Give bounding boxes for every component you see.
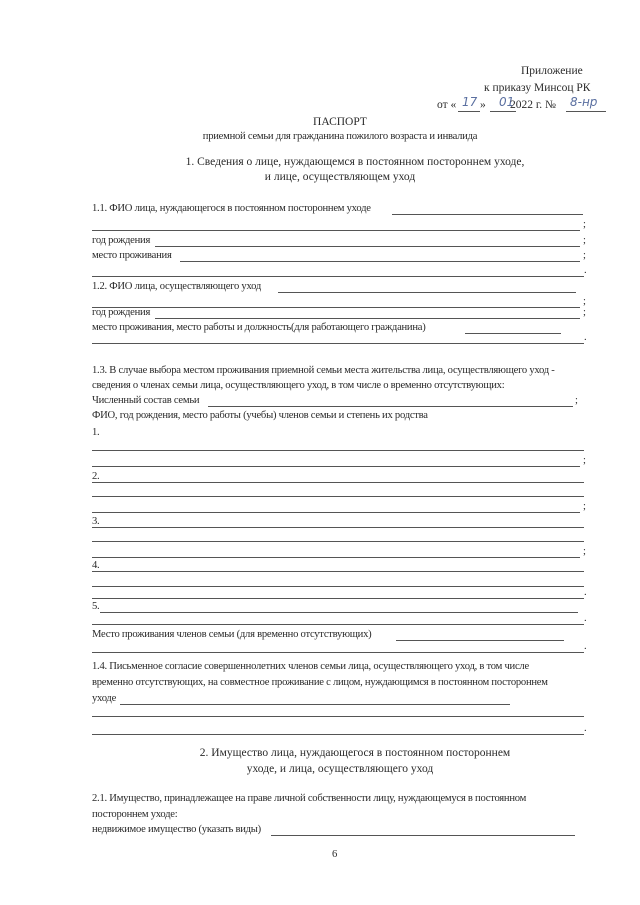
birth-year-label-2: год рождения — [92, 307, 151, 318]
fill-in-line — [155, 246, 580, 247]
fill-in-line — [92, 496, 584, 497]
fill-in-line — [92, 716, 584, 717]
line-end-punctuation: ; — [583, 235, 586, 246]
fill-in-line — [92, 624, 584, 625]
fill-in-line — [92, 598, 584, 599]
fill-in-line — [92, 734, 584, 735]
family-member-5-number: 5. — [92, 601, 100, 612]
family-member-3-number: 3. — [92, 516, 100, 527]
section2-heading-line1: 2. Имущество лица, нуждающегося в постоянном постороннем — [199, 747, 511, 759]
fill-in-line — [92, 482, 584, 483]
fill-in-line — [92, 527, 584, 528]
fill-in-line — [92, 557, 580, 558]
fill-in-line — [396, 640, 564, 641]
fill-in-line — [92, 571, 584, 572]
handwritten-number: 8-нр — [570, 95, 598, 109]
appendix-label: Приложение — [521, 65, 583, 77]
field-1-4-line1: 1.4. Письменное согласие совершеннолетних членов семьи лица, осуществляющего уход, в том числе — [92, 661, 529, 672]
fill-in-line — [92, 307, 580, 308]
line-end-punctuation: . — [584, 641, 587, 652]
field-1-2-label: 1.2. ФИО лица, осуществляющего уход — [92, 281, 262, 292]
line-end-punctuation: ; — [583, 296, 586, 307]
fill-in-line — [208, 406, 573, 407]
fill-in-line — [92, 586, 584, 587]
line-end-punctuation: . — [584, 587, 587, 598]
family-member-2-number: 2. — [92, 471, 100, 482]
fill-in-line — [100, 612, 578, 613]
fill-in-line — [92, 652, 584, 653]
field-1-4-line3: уходе — [92, 693, 117, 704]
line-end-punctuation: ; — [583, 250, 586, 261]
line-end-punctuation: . — [584, 332, 587, 343]
document-title: ПАСПОРТ — [313, 116, 367, 128]
residence-work-label: место проживания, место работы и должность(для работающего гражданина) — [92, 322, 426, 333]
line-end-punctuation: . — [584, 613, 587, 624]
field-1-3-line2: сведения о членах семьи лица, осуществляющего уход, в том числе о временно отсутствующих: — [92, 380, 505, 391]
fill-in-line — [271, 835, 575, 836]
fill-in-line — [566, 111, 606, 112]
fill-in-line — [278, 292, 576, 293]
fill-in-line — [92, 276, 584, 277]
fill-in-line — [465, 333, 561, 334]
family-member-1-number: 1. — [92, 427, 100, 438]
line-end-punctuation: ; — [583, 455, 586, 466]
fill-in-line — [458, 111, 480, 112]
residence-label: место проживания — [92, 250, 172, 261]
family-member-4-number: 4. — [92, 560, 100, 571]
handwritten-month: 01 — [499, 95, 515, 109]
field-2-1-line1: 2.1. Имущество, принадлежащее на праве личной собственности лицу, нуждающемуся в постоянном — [92, 793, 527, 804]
section1-heading-line2: и лице, осуществляющем уход — [264, 171, 416, 183]
fill-in-line — [155, 318, 580, 319]
family-residence-label: Место проживания членов семьи (для временно отсутствующих) — [92, 629, 372, 640]
field-1-1-label: 1.1. ФИО лица, нуждающегося в постоянном постороннем уходе — [92, 203, 371, 214]
line-end-punctuation: ; — [575, 395, 578, 406]
fill-in-line — [92, 343, 584, 344]
family-count-label: Численный состав семьи — [92, 395, 200, 406]
fill-in-line — [92, 541, 584, 542]
document-subtitle: приемной семьи для гражданина пожилого возраста и инвалида — [202, 131, 478, 142]
birth-year-label: год рождения — [92, 235, 151, 246]
line-end-punctuation: . — [584, 265, 587, 276]
line-end-punctuation: . — [584, 723, 587, 734]
fill-in-line — [92, 512, 580, 513]
line-end-punctuation: ; — [583, 501, 586, 512]
field-1-4-line2: временно отсутствующих, на совместное проживание с лицом, нуждающимся в постоянном постороннем — [92, 677, 548, 688]
order-reference: к приказу Минсоц РК — [484, 82, 591, 94]
fill-in-line — [392, 214, 583, 215]
fill-in-line — [180, 261, 580, 262]
line-end-punctuation: ; — [583, 219, 586, 230]
fill-in-line — [92, 230, 580, 231]
section2-heading-line2: уходе, и лица, осуществляющего уход — [246, 763, 434, 775]
fill-in-line — [92, 466, 580, 467]
fill-in-line — [92, 450, 584, 451]
section1-heading-line1: 1. Сведения о лице, нуждающемся в постоянном постороннем уходе, — [185, 156, 525, 168]
date-year: 2022 г. № — [510, 99, 557, 111]
fill-in-line — [120, 704, 510, 705]
handwritten-day: 17 — [462, 95, 478, 109]
line-end-punctuation: ; — [583, 546, 586, 557]
real-estate-label: недвижимое имущество (указать виды) — [92, 824, 261, 835]
date-prefix: от « — [437, 99, 457, 111]
field-1-3-line1: 1.3. В случае выбора местом проживания приемной семьи места жительства лица, осуществляющего уход - — [92, 365, 555, 376]
field-2-1-line2: постороннем уходе: — [92, 809, 178, 820]
family-members-label: ФИО, год рождения, место работы (учебы) членов семьи и степень их родства — [92, 410, 428, 421]
page-number: 6 — [332, 849, 338, 860]
date-mid: » — [480, 99, 486, 111]
line-end-punctuation: ; — [583, 307, 586, 318]
